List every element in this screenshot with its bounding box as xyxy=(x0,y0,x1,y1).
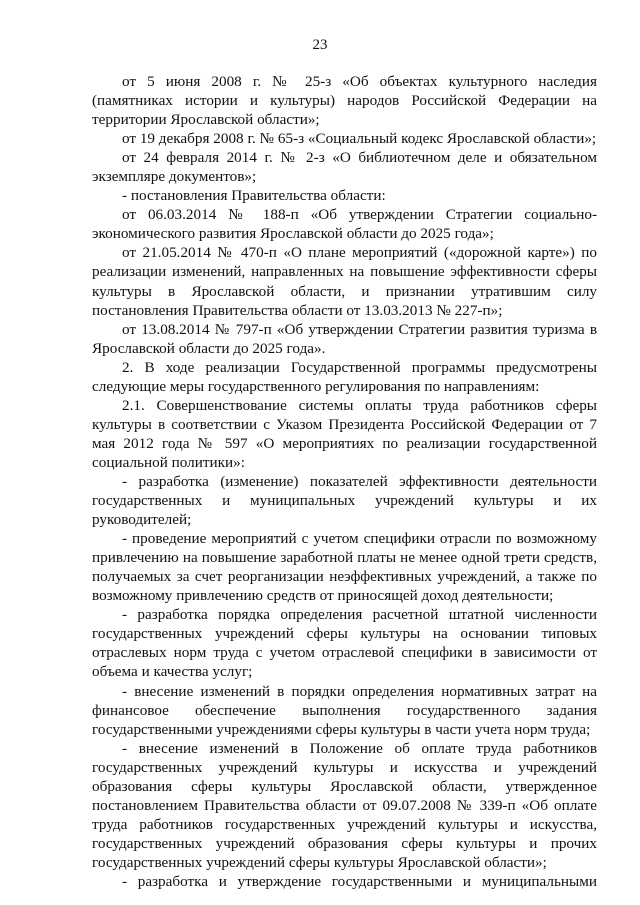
paragraph-resolution-470: от 21.05.2014 № 470-п «О плане мероприятий («дорожной карте») по реализации изменений, направленных на повышение эффективности сферы культуры в Ярославской области, и признании утратившим силу постановления Правительства области от 13.03.2013 № 227-п»; xyxy=(92,244,597,319)
list-item-development-approval: - разработка и утверждение государственными и муниципальными xyxy=(122,872,597,890)
list-item-salary-measures: - проведение мероприятий с учетом специфики отрасли по возможному привлечению на повышение заработной платы не менее одной трети средств, получаемых за счет реорганизации неэффективных учреждений, а также по возможному привлечению средств от приносящей доход деятельности; xyxy=(92,530,597,605)
page-number: 23 xyxy=(312,37,328,53)
paragraph-law-library: от 24 февраля 2014 г. № 2-з «О библиотечном деле и обязательном экземпляре документов»; xyxy=(92,149,597,186)
paragraph-resolution-188: от 06.03.2014 № 188-п «Об утверждении Стратегии социально-экономического развития Ярославской области до 2025 года»; xyxy=(92,206,597,243)
paragraph-law-social-code: от 19 декабря 2008 г. № 65-з «Социальный кодекс Ярославской области»; xyxy=(122,130,597,148)
list-item-pay-regulation: - внесение изменений в Положение об оплате труда работников государственных учреждений культуры и искусства и учреждений образования сферы культуры Ярославской области, утвержденное постановлением Правительства области от 09.07.2008 № 339-п «Об оплате труда работников государственных учреждений культуры и искусства, государственных учреждений образования сферы культуры и прочих государственных учреждений сферы культуры Ярославской области»; xyxy=(92,739,597,871)
paragraph-resolution-797: от 13.08.2014 № 797-п «Об утверждении Стратегии развития туризма в Ярославской области до 2025 года». xyxy=(92,320,597,357)
body-text xyxy=(92,72,597,891)
paragraph-section-2: 2. В ходе реализации Государственной программы предусмотрены следующие меры государственного регулирования по направлениям: xyxy=(92,358,597,395)
paragraph-government-resolutions: - постановления Правительства области: xyxy=(122,187,386,205)
paragraph-law-cultural-heritage: от 5 июня 2008 г. № 25-з «Об объектах культурного наследия (памятниках истории и культуры) народов Российской Федерации на территории Ярославской области»; xyxy=(92,73,597,129)
paragraph-section-2-1: 2.1. Совершенствование системы оплаты труда работников сферы культуры в соответствии с Указом Президента Российской Федерации от 7 мая 2012 года № 597 «О мероприятиях по реализации государственной социальной политики»: xyxy=(92,396,597,471)
list-item-efficiency-indicators: - разработка (изменение) показателей эффективности деятельности государственных и муниципальных учреждений культуры и их руководителей; xyxy=(92,472,597,529)
list-item-normative-costs: - внесение изменений в порядки определения нормативных затрат на финансовое обеспечение выполнения государственного задания государственными учреждениями сферы культуры в части учета норм труда; xyxy=(92,682,597,738)
list-item-staff-calculation: - разработка порядка определения расчетной штатной численности государственных учреждений сферы культуры на основании типовых отраслевых норм труда с учетом отраслевой специфики в зависимости от объема и качества услуг; xyxy=(92,606,597,681)
